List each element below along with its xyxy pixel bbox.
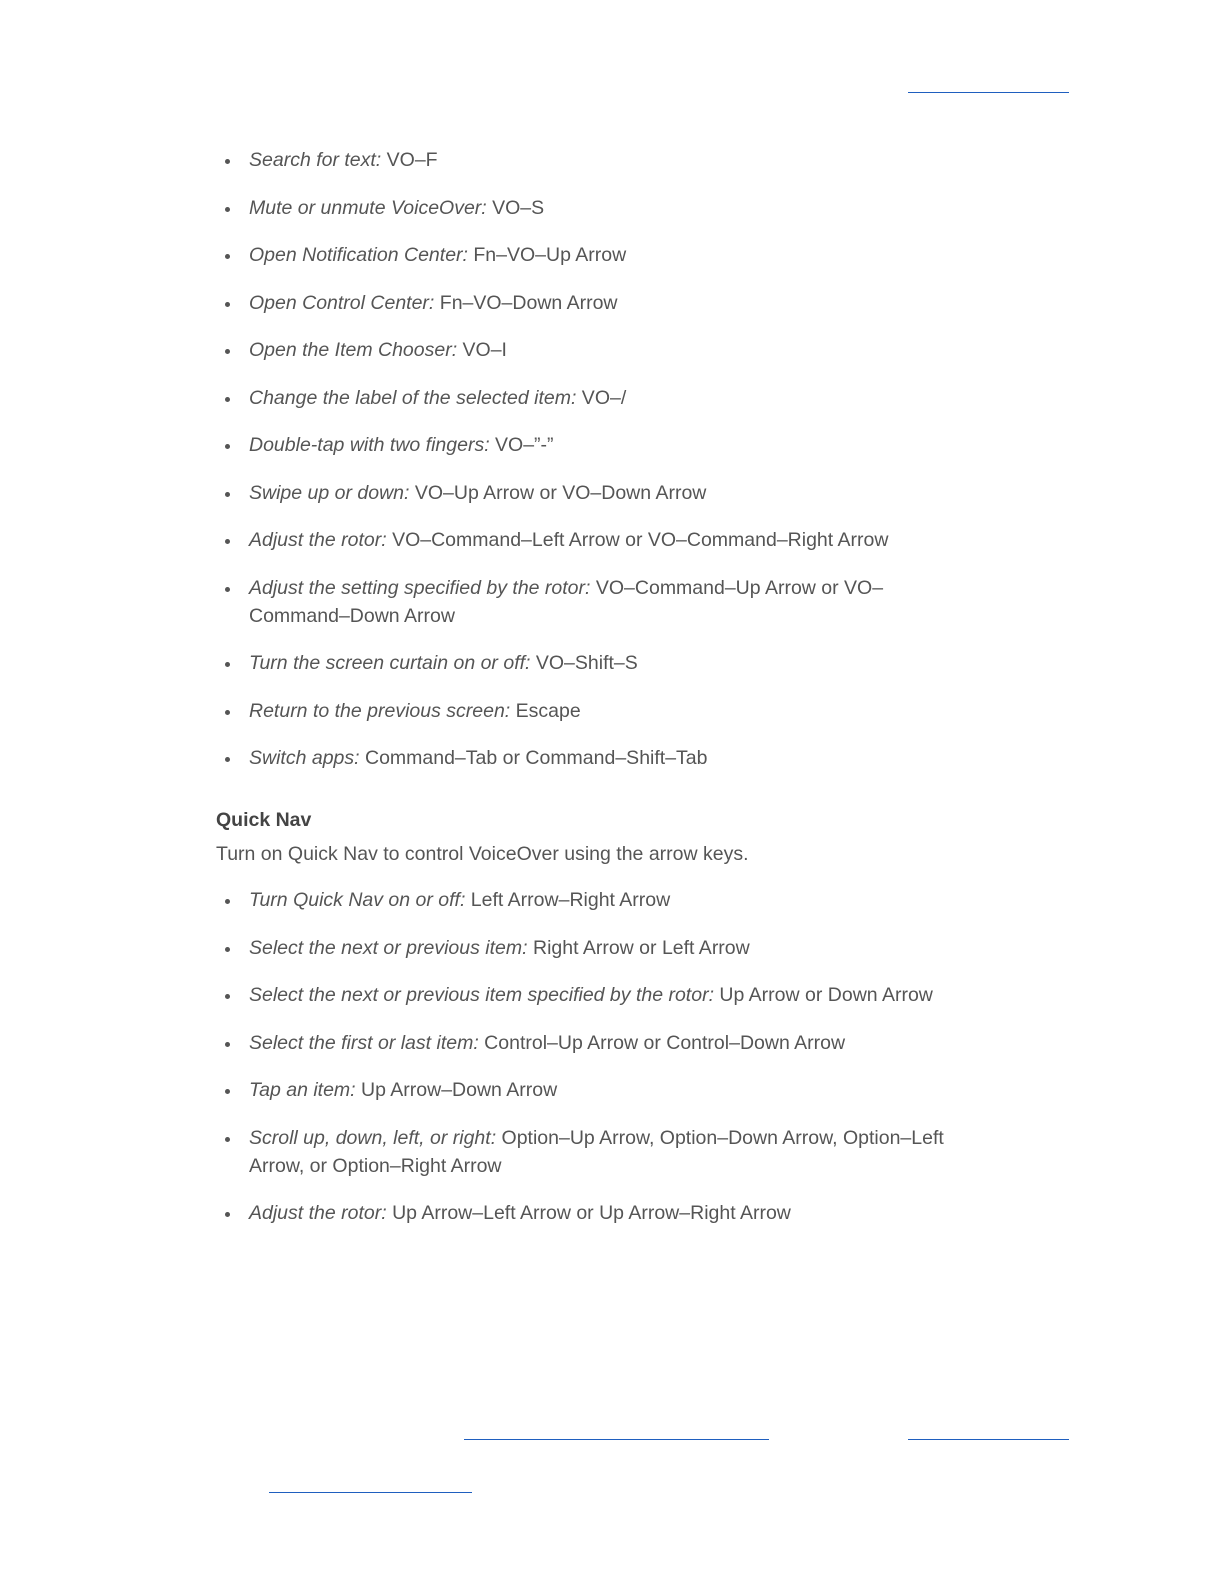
shortcut-label: Return to the previous screen: — [249, 699, 511, 722]
shortcut-label: Adjust the rotor: — [249, 1202, 387, 1224]
shortcut-label: Change the label of the selected item: — [249, 386, 577, 409]
section-intro: Turn on Quick Nav to control VoiceOver using the arrow keys. — [216, 843, 749, 865]
list-item — [216, 1124, 976, 1180]
shortcut-label: Open Control Center: — [249, 291, 435, 314]
shortcut-label: Switch apps: — [249, 747, 360, 769]
shortcut-label: Turn the screen curtain on or off: — [249, 652, 531, 674]
shortcut-keys: Up Arrow or Down Arrow — [713, 984, 933, 1006]
shortcut-keys: VO–Up Arrow or VO–Down Arrow — [409, 481, 707, 504]
section-heading: Quick Nav — [216, 809, 312, 831]
quick-nav-list — [216, 886, 976, 1247]
list-item — [216, 431, 976, 459]
shortcut-keys: VO–Shift–S — [530, 652, 638, 674]
shortcut-keys: VO–I — [457, 339, 507, 361]
shortcut-keys: VO–F — [381, 149, 438, 171]
shortcut-label: Mute or unmute VoiceOver: — [249, 196, 487, 219]
list-item — [216, 886, 976, 914]
shortcut-keys: Up Arrow–Left Arrow or Up Arrow–Right Arrow — [386, 1202, 791, 1224]
list-item — [216, 526, 976, 554]
shortcut-keys: VO–”-” — [489, 434, 554, 456]
shortcut-keys: VO–Command–Left Arrow or VO–Command–Right Arrow — [386, 529, 889, 551]
header-link[interactable] — [908, 92, 1069, 93]
shortcut-label: Adjust the setting specified by the rotor: — [249, 576, 591, 599]
list-item — [216, 934, 976, 962]
shortcut-keys: Up Arrow–Down Arrow — [355, 1079, 558, 1101]
shortcut-label: Swipe up or down: — [249, 481, 410, 504]
footer-link[interactable] — [908, 1439, 1069, 1440]
shortcut-label: Search for text: — [249, 149, 382, 171]
shortcut-keys: Escape — [510, 699, 581, 722]
shortcut-label: Turn Quick Nav on or off: — [249, 889, 466, 911]
list-item — [216, 146, 976, 174]
list-item — [216, 336, 976, 364]
list-item — [216, 574, 976, 630]
list-item — [216, 981, 976, 1009]
footer-link[interactable] — [464, 1439, 769, 1440]
shortcut-keys: Option–Up Arrow, Option–Down Arrow, Option–Left Arrow, or Option–Right Arrow — [249, 1126, 944, 1177]
shortcut-keys: Fn–VO–Up Arrow — [467, 244, 627, 266]
list-item — [216, 1199, 976, 1227]
shortcut-keys: Right Arrow or Left Arrow — [527, 936, 750, 959]
shortcut-label: Select the next or previous item: — [249, 936, 528, 959]
shortcut-label: Adjust the rotor: — [249, 529, 387, 551]
list-item — [216, 744, 976, 772]
shortcut-keys: VO–S — [486, 196, 545, 219]
footer-link[interactable] — [269, 1492, 472, 1493]
list-item — [216, 241, 976, 269]
shortcut-keys: VO–/ — [576, 386, 627, 409]
shortcut-keys: Control–Up Arrow or Control–Down Arrow — [478, 1031, 846, 1054]
shortcut-keys: VO–Command–Up Arrow or VO–Command–Down Arrow — [249, 576, 884, 627]
shortcut-label: Double-tap with two fingers: — [249, 434, 490, 456]
shortcut-keys: Fn–VO–Down Arrow — [434, 291, 618, 314]
shortcut-list — [216, 146, 976, 792]
list-item — [216, 479, 976, 507]
list-item — [216, 1076, 976, 1104]
list-item — [216, 649, 976, 677]
shortcut-label: Select the first or last item: — [249, 1031, 479, 1054]
list-item — [216, 194, 976, 222]
list-item — [216, 289, 976, 317]
shortcut-keys: Command–Tab or Command–Shift–Tab — [359, 747, 708, 769]
shortcut-label: Open Notification Center: — [249, 244, 468, 266]
shortcut-keys: Left Arrow–Right Arrow — [465, 889, 671, 911]
list-item — [216, 384, 976, 412]
shortcut-label: Open the Item Chooser: — [249, 339, 458, 361]
shortcut-label: Select the next or previous item specified by the rotor: — [249, 984, 714, 1006]
list-item — [216, 1029, 976, 1057]
list-item — [216, 697, 976, 725]
shortcut-label: Tap an item: — [249, 1079, 356, 1101]
shortcut-label: Scroll up, down, left, or right: — [249, 1126, 497, 1149]
